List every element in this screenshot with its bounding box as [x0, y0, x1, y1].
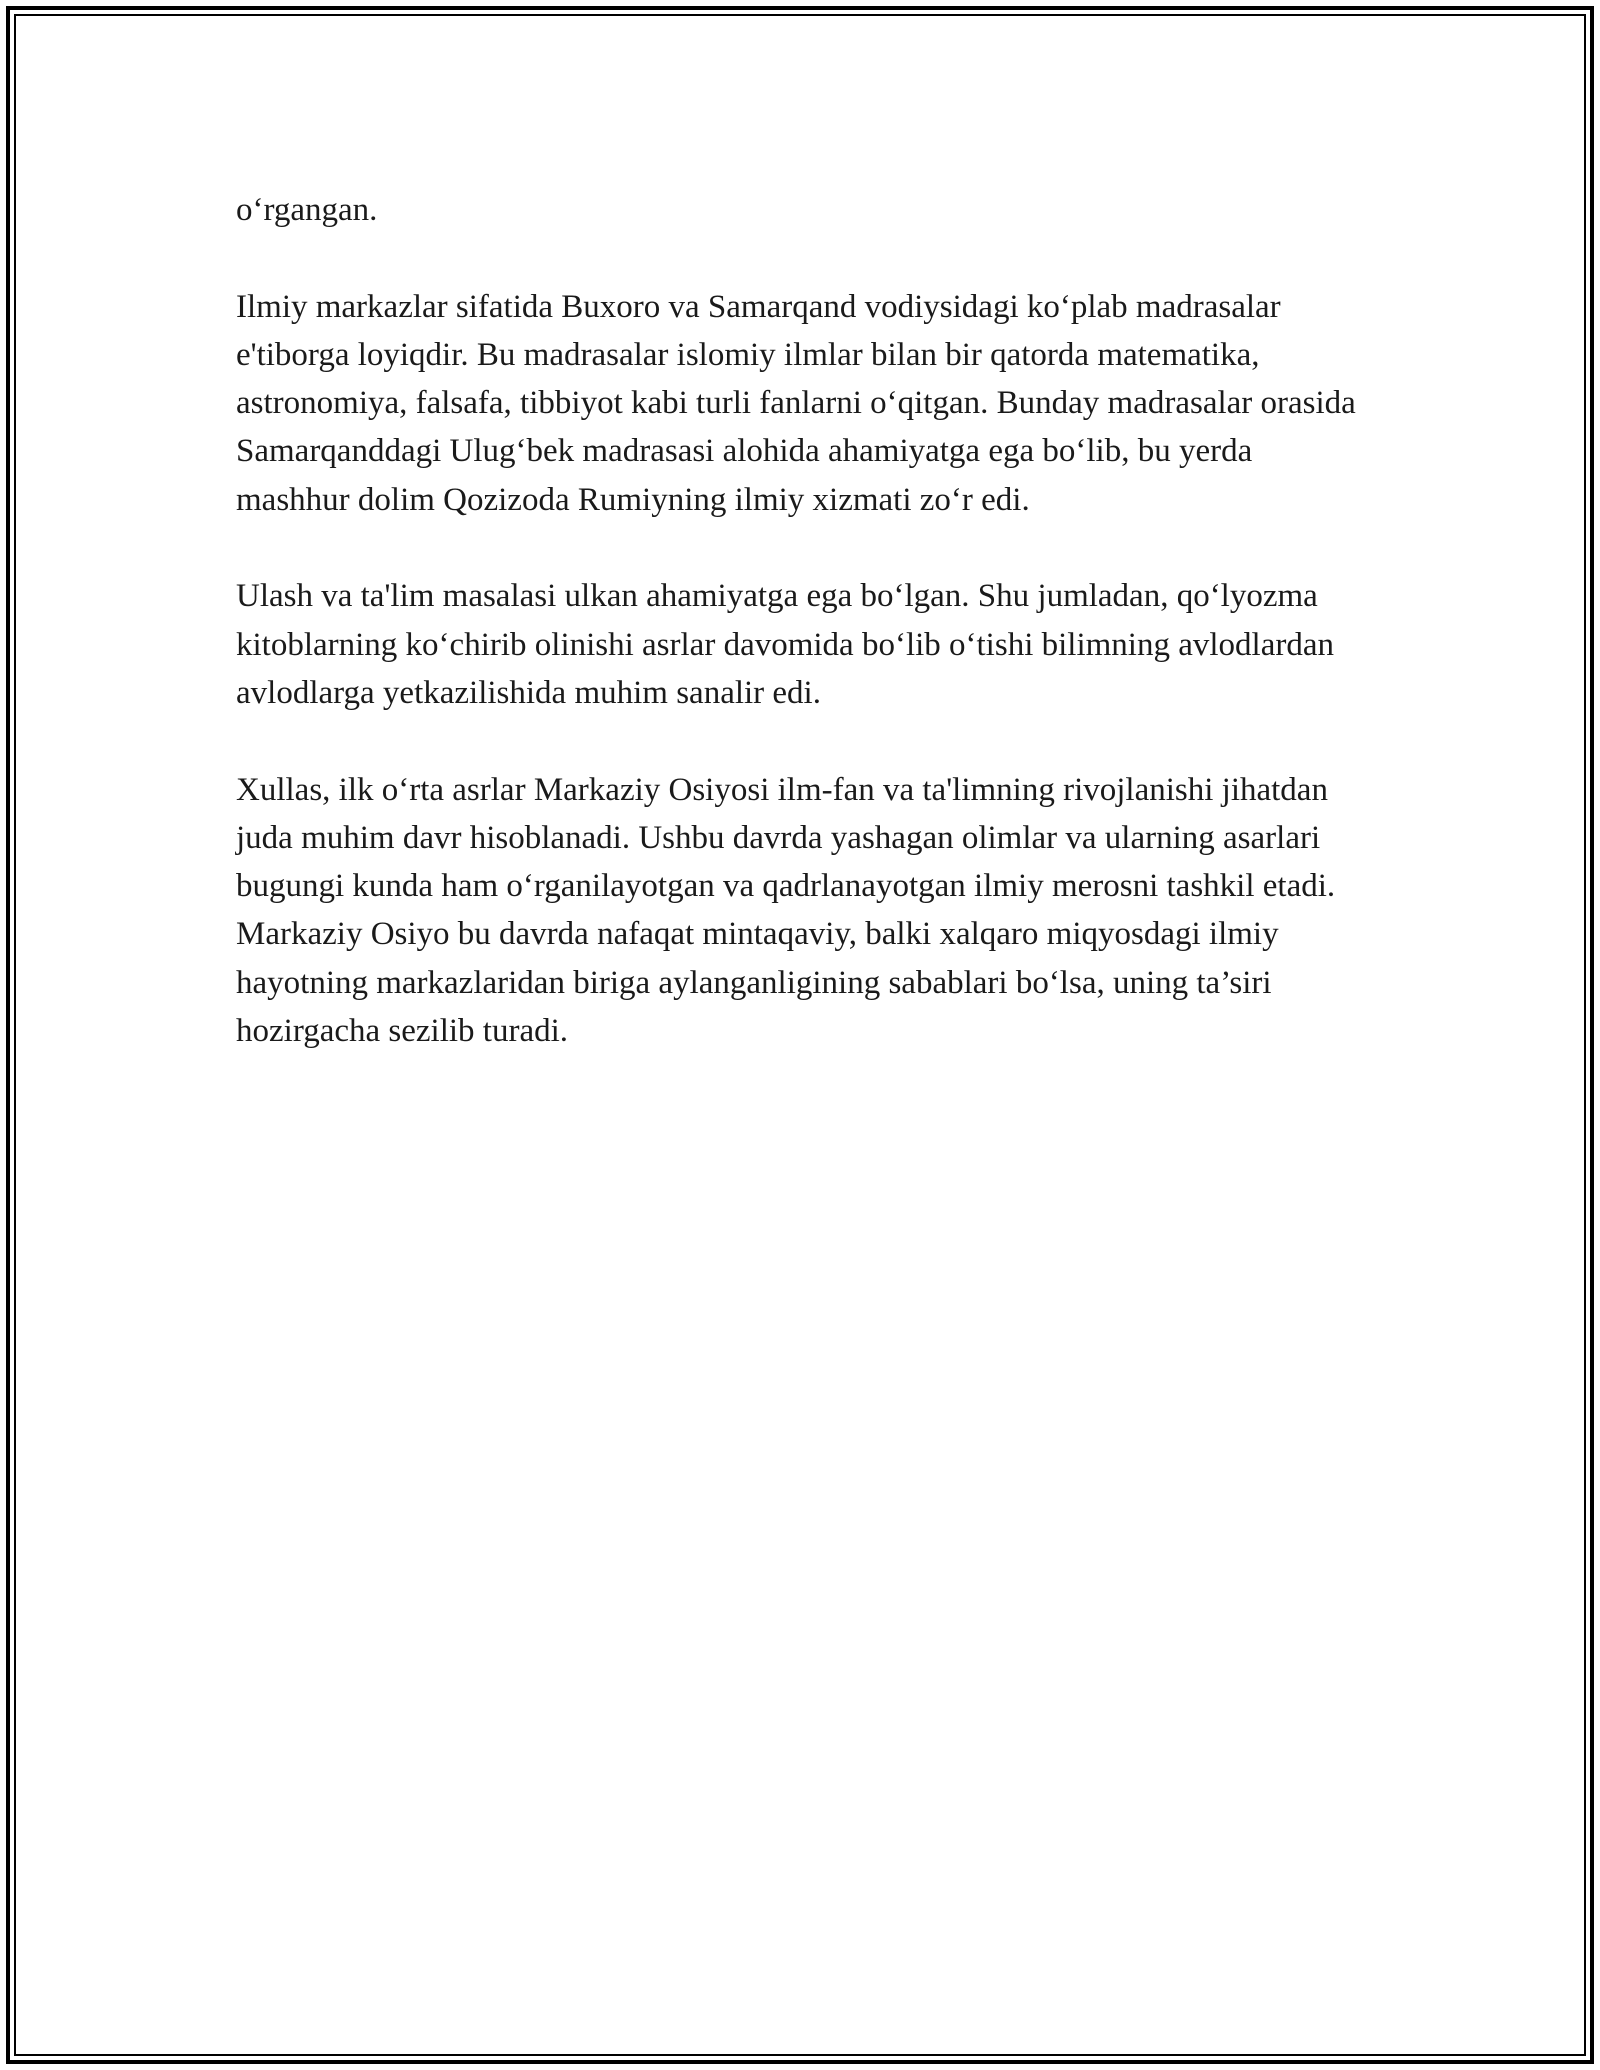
paragraph-manuscripts: Ulash va ta'lim masalasi ulkan ahamiyatga ega bo‘lgan. Shu jumladan, qo‘lyozma kitoblarning ko‘chirib olinishi asrlar davomida bo‘lib o‘tishi bilimning avlodlardan avlodlarga yetkazilishida muhim sanalir edi.	[236, 578, 1334, 711]
paragraph-continuation: o‘rgangan.	[236, 192, 378, 228]
document-body	[236, 186, 1366, 1104]
paragraph-madrasas: Ilmiy markazlar sifatida Buxoro va Samarqand vodiysidagi ko‘plab madrasalar e'tiborga loyiqdir. Bu madrasalar islomiy ilmlar bilan bir qatorda matematika, astronomiya, falsafa, tibbiyot kabi turli fanlarni o‘qitgan. Bunday madrasalar orasida Samarqanddagi Ulug‘bek madrasasi alohida ahamiyatga ega bo‘lib, bu yerda mashhur dolim Qozizoda Rumiyning ilmiy xizmati zo‘r edi.	[236, 288, 1356, 518]
paragraph-conclusion: Xullas, ilk o‘rta asrlar Markaziy Osiyosi ilm-fan va ta'limning rivojlanishi jihatdan juda muhim davr hisoblanadi. Ushbu davrda yashagan olimlar va ularning asarlari bugungi kunda ham o‘rganilayotgan va qadrlanayotgan ilmiy merosni tashkil etadi. Markaziy Osiyo bu davrda nafaqat mintaqaviy, balki xalqaro miqyosdagi ilmiy hayotning markazlaridan biriga aylanganligining sabablari bo‘lsa, uning ta’siri hozirgacha sezilib turadi.	[236, 771, 1336, 1050]
